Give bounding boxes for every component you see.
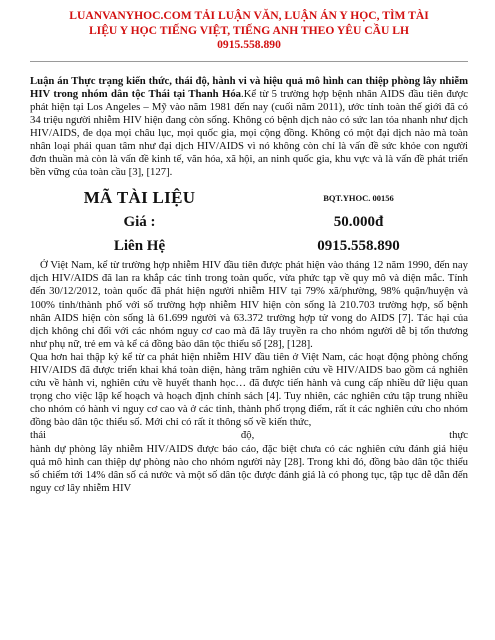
word-thuc: thực bbox=[449, 429, 468, 442]
contact-phone[interactable]: 0915.558.890 bbox=[317, 237, 400, 254]
document-code-value: BQT.YHOC. 00156 bbox=[323, 192, 394, 203]
price-label: Giá : bbox=[123, 213, 156, 230]
intro-text: .Kể từ 5 trường hợp bệnh nhân AIDS đầu tiên được phát hiện tại Los Angeles – Mỹ vào năm 1981 đến nay (cuối năm 2011), ước tính toàn thế giới đã có 34 triệu người nhiễm HIV hiện đang còn sống. Không có bệnh dịch nào có sức lan tỏa nhanh như dịch HIV/AIDS, đe dọa mọi châu lục, mọi quốc gia, mọi cộng đồng. Không có một đại dịch nào mà toàn nhân loại phải quan tâm như đại dịch HIV/AIDS vì nó không còn chỉ là vấn đề sức khỏe con người đơn thuần mà còn là vấn đề kinh tế, văn hóa, xã hội, an ninh quốc gia, khu vực và là vấn đề phát triển bền vững của toàn cầu [3], [127]. bbox=[30, 87, 468, 179]
document-info-table bbox=[30, 185, 468, 258]
banner-line-1: LUANVANYHOC.COM TẢI LUẬN VĂN, LUẬN ÁN Y HỌC, TÌM TÀI bbox=[69, 9, 429, 22]
paragraph-2-part-1: Qua hơn hai thập kỷ kể từ ca phát hiện nhiễm HIV đầu tiên ở Việt Nam, các hoạt động phòng chống HIV/AIDS đã được triển khai khá toàn diện, hàng trăm nghiên cứu về HIV/AIDS bao gồm cả nghiên cứu về hành vi, nghiên cứu về huyết thanh học… đã được tiến hành và cung cấp nhiều dữ liệu quan trọng cho việc lập kế hoạch và hoạch định chính sách [4]. Tuy nhiên, các nghiên cứu tập trung nhiều cho nhóm có hành vi nguy cơ cao và ở các tỉnh, thành phố trọng điểm, rất ít các nghiên cứu cho nhóm đồng bào dân tộc thiểu số. Mới chỉ có rất ít thông số về kiến thức, bbox=[30, 350, 468, 429]
price-value: 50.000đ bbox=[333, 213, 384, 230]
separator-line bbox=[30, 61, 468, 62]
word-thai: thái bbox=[30, 429, 47, 442]
thesis-title: Luận án Thực trạng kiến thức, thái độ, hành vi và hiệu quả mô hình can thiệp phòng lây nhiễm HIV trong nhóm dân tộc Thái tại Thanh Hóa bbox=[30, 74, 468, 100]
promo-banner[interactable] bbox=[30, 9, 468, 53]
paragraph-2-part-2: hành dự phòng lây nhiễm HIV/AIDS được báo cáo, đặc biệt chưa có các nghiên cứu đánh giá hiệu quả mô hình can thiệp dự phòng nào cho nhóm người này [28]. Trong khi đó, đồng bào dân tộc thiểu số chiếm tới 14% dân số cả nước và một số dân tộc được đánh giá là có phong tục, tập tục dễ dẫn đến nguy cơ lây nhiễm HIV bbox=[30, 442, 468, 494]
document-page bbox=[30, 0, 468, 495]
intro-paragraph bbox=[30, 75, 468, 180]
contact-label: Liên Hệ bbox=[113, 237, 166, 254]
banner-line-2: LIỆU Y HỌC TIẾNG VIỆT, TIẾNG ANH THEO YÊU CẦU LH bbox=[88, 23, 410, 37]
banner-phone: 0915.558.890 bbox=[217, 38, 281, 51]
paragraph-1: Ở Việt Nam, kể từ trường hợp nhiễm HIV đầu tiên được phát hiện vào tháng 12 năm 1990, đến nay dịch HIV/AIDS đã lan ra khắp các tỉnh trong toàn quốc, vừa phức tạp về quy mô và diện mắc. Tính đến 30/12/2012, toàn quốc đã phát hiện người nhiễm HIV tại 79% xã/phường, 98% quận/huyện và 100% tỉnh/thành phố với số trường hợp nhiễm HIV hiện còn sống là 210.703 trường hợp, số bệnh nhân AIDS hiện còn sống là 61.699 người và 63.372 trường hợp tử vong do AIDS [7]. Tác hại của dịch không chỉ đối với các nhóm nguy cơ cao mà đã lây truyền ra cho nhóm người dễ bị tổn thương như phụ nữ, trẻ em và kể cả đồng bào dân tộc thiểu số [28], [128]. bbox=[30, 259, 468, 350]
word-do: độ, bbox=[240, 429, 255, 442]
body-text bbox=[30, 259, 468, 495]
document-code-label: MÃ TÀI LIỆU bbox=[83, 187, 196, 207]
justified-line bbox=[30, 429, 468, 442]
